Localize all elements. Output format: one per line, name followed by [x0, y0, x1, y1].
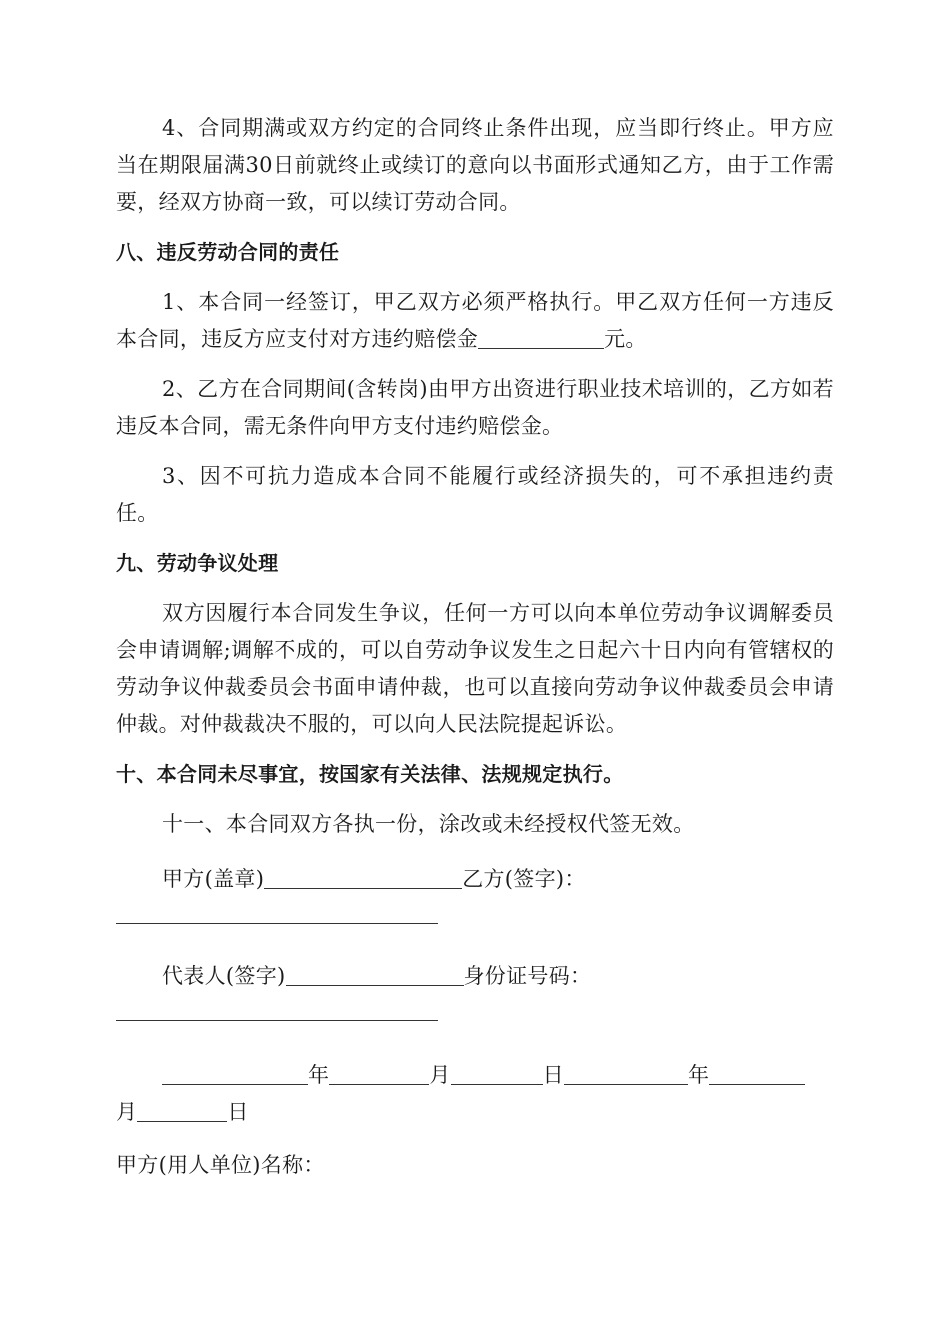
party-b-day-blank[interactable] [137, 1099, 227, 1122]
party-a-month-blank[interactable] [329, 1062, 429, 1085]
signature-row-representative [116, 958, 834, 995]
month-label: 月 [116, 1100, 138, 1124]
party-a-day-blank[interactable] [451, 1062, 543, 1085]
party-a-year-blank[interactable] [162, 1062, 308, 1085]
party-a-seal-blank[interactable] [264, 866, 462, 889]
day-label: 日 [542, 1063, 564, 1087]
signature-row-parties [116, 861, 834, 898]
clause-11: 十一、本合同双方各执一份，涂改或未经授权代签无效。 [162, 812, 695, 836]
clause-8-1 [116, 284, 834, 358]
clause-8-1-unit: 元。 [604, 327, 647, 351]
clause-8-1-text: 1、本合同一经签订，甲乙双方必须严格执行。甲乙双方任何一方违反本合同，违反方应支付对方违约赔偿金 [116, 290, 834, 351]
party-b-sign-label: 乙方(签字)： [462, 867, 586, 891]
year-label: 年 [308, 1063, 330, 1087]
party-b-sign-blank[interactable] [116, 922, 438, 924]
representative-sign-blank[interactable] [286, 963, 464, 986]
day-label: 日 [227, 1100, 249, 1124]
signature-date-row [116, 1057, 834, 1131]
id-number-label: 身份证号码： [463, 964, 592, 988]
year-label: 年 [687, 1063, 710, 1087]
party-a-name-label: 甲方(用人单位)名称： [116, 1153, 325, 1177]
party-a-seal-label: 甲方(盖章) [162, 867, 265, 891]
section-heading-9: 九、劳动争议处理 [116, 551, 279, 575]
clause-8-2: 2、乙方在合同期间(含转岗)由甲方出资进行职业技术培训的，乙方如若违反本合同，需无条件向甲方支付违约赔偿金。 [116, 377, 834, 438]
id-number-blank[interactable] [116, 1019, 438, 1021]
party-b-month-blank[interactable] [709, 1062, 805, 1085]
clause-8-3: 3、因不可抗力造成本合同不能履行或经济损失的，可不承担违约责任。 [116, 464, 834, 525]
compensation-amount-blank[interactable] [478, 326, 604, 349]
document-page [116, 110, 834, 1184]
month-label: 月 [429, 1063, 451, 1087]
section-heading-10: 十、本合同未尽事宜，按国家有关法律、法规规定执行。 [116, 762, 624, 786]
clause-contract-expiry: 4、合同期满或双方约定的合同终止条件出现，应当即行终止。甲方应当在期限届满30日前就终止或续订的意向以书面形式通知乙方，由于工作需要，经双方协商一致，可以续订劳动合同。 [116, 116, 834, 214]
representative-sign-label: 代表人(签字) [162, 964, 286, 988]
section-heading-8: 八、违反劳动合同的责任 [116, 240, 340, 264]
party-b-year-blank[interactable] [564, 1062, 688, 1085]
clause-9: 双方因履行本合同发生争议，任何一方可以向本单位劳动争议调解委员会申请调解;调解不成的，可以自劳动争议发生之日起六十日内向有管辖权的劳动争议仲裁委员会书面申请仲裁，也可以直接向劳动争议仲裁委员会申请仲裁。对仲裁裁决不服的，可以向人民法院提起诉讼。 [116, 601, 834, 736]
